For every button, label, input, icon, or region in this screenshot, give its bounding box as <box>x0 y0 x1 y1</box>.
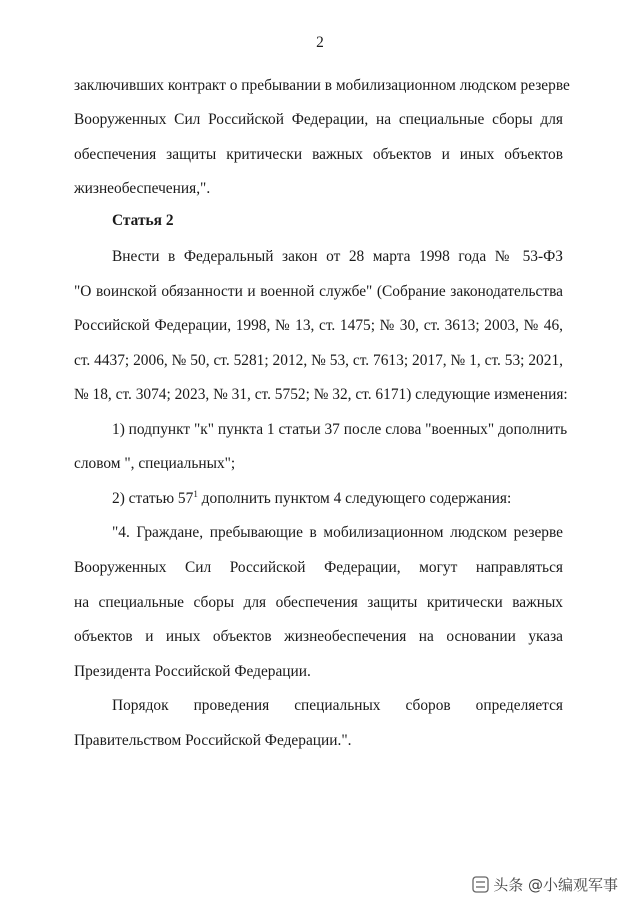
text-line: Вооруженных Сил Российской Федерации, на специальные сборы для <box>74 111 563 128</box>
text-line: заключивших контракт о пребывании в мобилизационном людском резерве <box>74 77 570 94</box>
text-line: жизнеобеспечения,". <box>74 180 211 197</box>
text-segment: 2) статью 57 <box>112 490 194 507</box>
article-heading: Статья 2 <box>112 212 174 229</box>
text-line: ст. 4437; 2006, № 50, ст. 5281; 2012, № 53, ст. 7613; 2017, № 1, ст. 53; 2021, <box>74 352 563 369</box>
text-line: Порядок проведения специальных сборов определяется <box>112 697 563 714</box>
watermark-text: 头条 @小编观军事 <box>493 876 618 894</box>
page-number: 2 <box>316 34 324 51</box>
text-line: Президента Российской Федерации. <box>74 663 311 680</box>
text-line: обеспечения защиты критически важных объектов и иных объектов <box>74 146 563 163</box>
text-line: "О воинской обязанности и военной службе" (Собрание законодательства <box>74 283 563 300</box>
text-line: объектов и иных объектов жизнеобеспечения на основании указа <box>74 628 563 645</box>
text-line: словом ", специальных"; <box>74 455 236 472</box>
text-line <box>112 489 563 509</box>
toutiao-logo-icon <box>472 876 489 893</box>
text-line: Внести в Федеральный закон от 28 марта 1998 года № 53-ФЗ <box>112 248 563 265</box>
text-line: 1) подпункт "к" пункта 1 статьи 37 после слова "военных" дополнить <box>112 421 568 438</box>
superscript: 1 <box>193 488 198 499</box>
text-line: Вооруженных Сил Российской Федерации, могут направляться <box>74 559 563 576</box>
text-line: Российской Федерации, 1998, № 13, ст. 1475; № 30, ст. 3613; 2003, № 46, <box>74 317 563 334</box>
text-line: "4. Граждане, пребывающие в мобилизационном людском резерве <box>112 524 563 541</box>
watermark <box>472 874 618 895</box>
text-segment: дополнить пунктом 4 следующего содержания: <box>197 490 512 507</box>
text-line: на специальные сборы для обеспечения защиты критически важных <box>74 594 563 611</box>
text-line: Правительством Российской Федерации.". <box>74 732 352 749</box>
text-line: № 18, ст. 3074; 2023, № 31, ст. 5752; № 32, ст. 6171) следующие изменения: <box>74 386 568 403</box>
